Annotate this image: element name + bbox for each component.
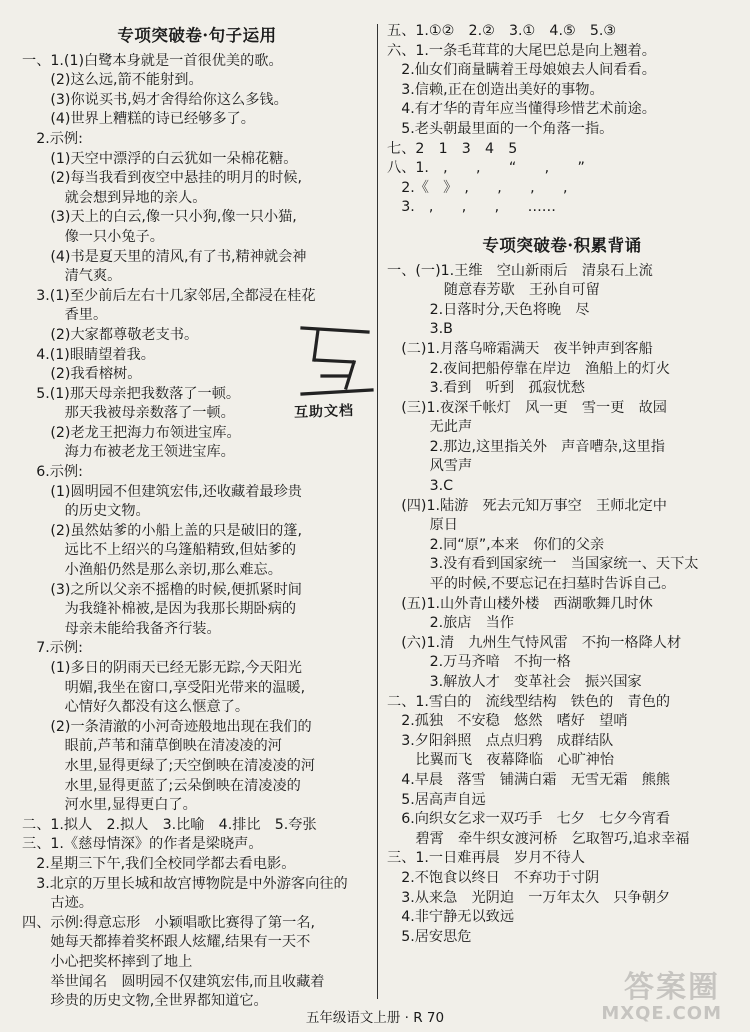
answer-line: 一、1.(1)白鹭本身就是一首很优美的歌。	[22, 52, 283, 69]
answer-line: 5.居高声自远	[387, 791, 486, 808]
answer-line: (2)老龙王把海力布领进宝库。	[22, 424, 241, 441]
answer-line: 7.示例:	[22, 640, 83, 657]
answer-line: 6.向织女乞求一双巧手 七夕 七夕今宵看	[387, 811, 671, 828]
answer-line: 眼前,芦苇和蒲草倒映在清凌凌的河	[22, 738, 282, 755]
answer-line: 3.从来急 光阴迫 一万年太久 只争朝夕	[387, 889, 671, 906]
right-top-answer-list	[387, 22, 737, 218]
answer-line: 5.老头朝最里面的一个角落一指。	[387, 120, 614, 137]
answer-line: (1)天空中漂浮的白云犹如一朵棉花糖。	[22, 150, 298, 167]
answer-line: 清气爽。	[22, 268, 122, 285]
answer-line: 小心把奖杯摔到了地上	[22, 953, 193, 970]
stamp-text: 互助文档	[293, 402, 355, 422]
answer-line: 五、1.①② 2.② 3.① 4.⑤ 5.③	[387, 23, 617, 39]
answer-line: 2.仙女们商量瞒着王母娘娘去人间看看。	[387, 62, 656, 79]
right-section-title: 专项突破卷·积累背诵	[482, 235, 642, 255]
answer-line: 远比不上绍兴的乌篷船精致,但姑爹的	[22, 542, 297, 559]
right-column	[387, 22, 737, 947]
left-section-title: 专项突破卷·句子运用	[117, 26, 277, 45]
answer-line: (三)1.夜深千帐灯 风一更 雪一更 故园	[387, 399, 667, 416]
answer-line: 三、1.一日难再晨 岁月不待人	[387, 850, 585, 867]
answer-line: 小渔船仍然是那么亲切,那么难忘。	[22, 562, 282, 579]
answer-line: 举世闻名 圆明园不仅建筑宏伟,而且收藏着	[22, 973, 325, 990]
answer-line: 2.日落时分,天色将晚 尽	[387, 301, 590, 318]
left-column	[22, 22, 372, 1012]
page-footer: 五年级语文上册 · R 70	[305, 1010, 445, 1026]
column-divider	[377, 24, 378, 999]
section-spacer	[387, 218, 737, 232]
answer-line: 4.有才华的青年应当懂得珍惜艺术前途。	[387, 101, 656, 118]
answer-line: (3)之所以父亲不摇橹的时候,便抓紧时间	[22, 581, 302, 598]
answer-line: 八、1. , , “ , ”	[387, 160, 585, 177]
answer-line: 3.看到 听到 孤寂忧愁	[387, 380, 585, 397]
answer-line: 那天我被母亲数落了一顿。	[22, 405, 235, 422]
answer-line: 像一只小兔子。	[22, 228, 164, 245]
answer-line: 2.旅店 当作	[387, 615, 515, 632]
answer-line: (1)多日的阴雨天已经无影无踪,今天阳光	[22, 660, 302, 676]
answer-line: 就会想到异地的亲人。	[22, 189, 207, 206]
answer-line: 3. , , , ……	[387, 199, 556, 216]
answer-line: 碧霄 牵牛织女渡河桥 乞取智巧,追求幸福	[387, 830, 690, 847]
right-answer-list	[387, 262, 737, 948]
answer-line: 5.居安思危	[387, 928, 472, 945]
answer-line: 6.示例:	[22, 464, 83, 481]
answer-line: (2)一条清澈的小河奇迹般地出现在我们的	[22, 718, 312, 735]
answer-line: 香里。	[22, 307, 108, 324]
answer-line: 四、示例:得意忘形 小颖唱歌比赛得了第一名,	[22, 914, 316, 931]
answer-line: (2)大家都尊敬老支书。	[22, 326, 199, 343]
answer-line: 原日	[387, 517, 458, 534]
answer-line: 明媚,我坐在窗口,享受阳光带来的温暖,	[22, 679, 306, 696]
answer-line: 海力布被老龙王领进宝库。	[22, 444, 235, 461]
answer-line: 一、(一)1.王维 空山新雨后 清泉石上流	[387, 262, 653, 279]
answer-line: (2)我看榕树。	[22, 366, 142, 383]
answer-line: 2.那边,这里指关外 声音嘈杂,这里指	[387, 438, 665, 455]
answer-line: 七、2 1 3 4 5	[387, 140, 518, 157]
answer-line: 古迹。	[22, 895, 93, 912]
answer-line: 3.北京的万里长城和故宫博物院是中外游客向往的	[22, 875, 348, 892]
answer-line: 4.早晨 落雪 铺满白霜 无雪无霜 熊熊	[387, 771, 671, 788]
answer-line: 心情好久都没有这么惬意了。	[22, 699, 250, 716]
watermark-url: MXQE.COM	[601, 1003, 722, 1024]
answer-line: 平的时候,不要忘记在扫墓时告诉自己。	[387, 576, 676, 593]
answer-line: 无此声	[387, 419, 473, 436]
answer-line: 3.夕阳斜照 点点归鸦 成群结队	[387, 732, 614, 749]
answer-line: 二、1.拟人 2.拟人 3.比喻 4.排比 5.夸张	[22, 816, 317, 833]
left-answer-list	[22, 52, 372, 1012]
answer-line: 4.非宁静无以致远	[387, 909, 515, 926]
answer-line: (二)1.月落乌啼霜满天 夜半钟声到客船	[387, 340, 653, 357]
answer-line: 为我缝补棉被,是因为我那长期卧病的	[22, 601, 297, 618]
answer-line: 3.没有看到国家统一 当国家统一、天下太	[387, 556, 699, 573]
answer-line: 3.C	[387, 478, 454, 495]
answer-line: (3)天上的白云,像一只小狗,像一只小猫,	[22, 209, 297, 226]
answer-line: 3.B	[387, 321, 453, 338]
watermark-logo: 答案圈	[624, 970, 720, 1005]
answer-line: (2)虽然姑爹的小船上盖的只是破旧的篷,	[22, 522, 302, 539]
answer-line: (4)书是夏天里的清风,有了书,精神就会神	[22, 248, 307, 265]
answer-line: 2.夜间把船停靠在岸边 渔船上的灯火	[387, 360, 671, 377]
answer-line: 5.(1)那天母亲把我数落了一顿。	[22, 385, 241, 402]
answer-line: 风雪声	[387, 458, 473, 475]
answer-line: 的历史文物。	[22, 503, 150, 520]
answer-line: 河水里,显得更白了。	[22, 797, 197, 814]
answer-line: 母亲未能给我备齐行装。	[22, 620, 221, 637]
answer-line: 六、1.一条毛茸茸的大尾巴总是向上翘着。	[387, 42, 656, 59]
answer-line: 2.孤独 不安稳 悠然 嗜好 望哨	[387, 713, 628, 730]
answer-line: 二、1.雪白的 流线型结构 铁色的 青色的	[387, 693, 671, 710]
answer-line: (五)1.山外青山楼外楼 西湖歌舞几时休	[387, 595, 653, 612]
answer-line: 水里,显得更绿了;天空倒映在清凌凌的河	[22, 757, 316, 774]
answer-line: 3.解放人才 变革社会 振兴国家	[387, 674, 642, 690]
answer-line: (4)世界上糟糕的诗已经够多了。	[22, 111, 255, 128]
answer-line: 她每天都捧着奖杯跟人炫耀,结果有一天不	[22, 934, 311, 951]
answer-line: (2)这么远,箭不能射到。	[22, 72, 203, 89]
answer-line: (2)每当我看到夜空中悬挂的明月的时候,	[22, 170, 302, 187]
answer-line: 2.星期三下午,我们全校同学都去看电影。	[22, 855, 296, 872]
answer-line: 2.示例:	[22, 130, 83, 147]
answer-line: 2.同“原”,本来 你们的父亲	[387, 536, 605, 553]
answer-line: 三、1.《慈母情深》的作者是梁晓声。	[22, 836, 263, 853]
answer-line: 随意春芳歇 王孙自可留	[387, 282, 600, 299]
answer-line: 比翼而飞 夜幕降临 心旷神怡	[387, 752, 615, 769]
answer-line: 2.不饱食以终日 不弃功于寸阴	[387, 869, 600, 886]
answer-line: (六)1.清 九州生气恃风雷 不拘一格降人材	[387, 634, 682, 651]
answer-line: 珍贵的历史文物,全世界都知道它。	[22, 993, 268, 1010]
answer-line: 4.(1)眼睛望着我。	[22, 346, 155, 363]
answer-line: 3.信赖,正在创造出美好的事物。	[387, 81, 604, 98]
answer-line: 水里,显得更蓝了;云朵倒映在清凌凌的	[22, 777, 301, 794]
answer-line: (四)1.陆游 死去元知万事空 王师北定中	[387, 497, 667, 514]
answer-line: (3)你说买书,妈才舍得给你这么多钱。	[22, 91, 288, 108]
answer-line: 3.(1)至少前后左右十几家邻居,全都浸在桂花	[22, 287, 316, 304]
answer-line: (1)圆明园不但建筑宏伟,还收藏着最珍贵	[22, 483, 302, 500]
answer-line: 2.《 》 , , , ,	[387, 179, 568, 196]
answer-line: 2.万马齐喑 不拘一格	[387, 654, 571, 671]
